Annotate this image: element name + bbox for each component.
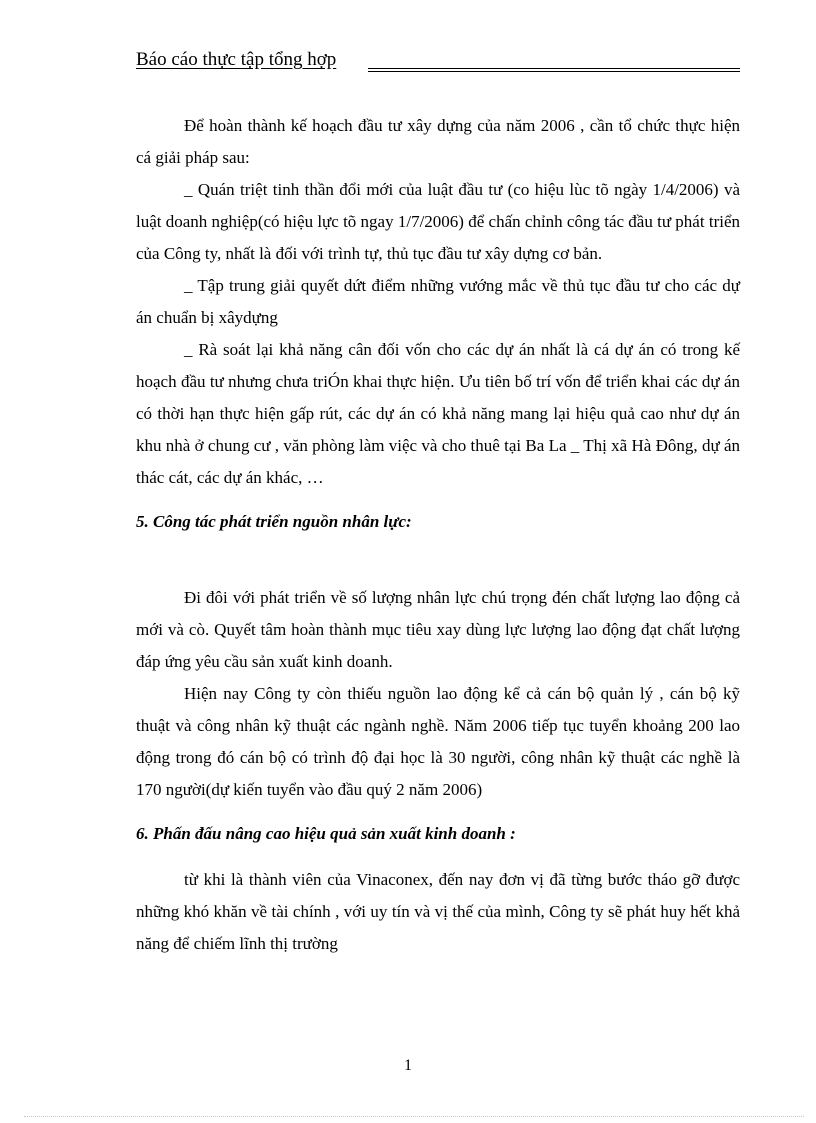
spacer — [136, 850, 740, 864]
paragraph-bullet-1: _ Quán triệt tinh thần đổi mới của luật đầu tư (co hiệu lùc tõ ngày 1/4/2006) và luật doanh nghiệp(có hiệu lực tõ ngay 1/7/2006) để chấn chỉnh công tác đầu tư phát triển của Công ty, nhất là đối với trình tự, thủ tục đầu tư xây dựng cơ bản. — [136, 180, 740, 263]
section-6-paragraph-1: từ khi là thành viên của Vinaconex, đến nay đơn vị đã từng bước tháo gỡ được những khó khăn về tài chính , với uy tín và vị thế của mình, Công ty sẽ phát huy hết khả năng để chiếm lĩnh thị trường — [136, 870, 740, 953]
spacer — [136, 806, 740, 818]
page-bottom-border — [24, 1116, 804, 1117]
section-5-heading: 5. Công tác phát triển nguồn nhân lực: — [136, 512, 412, 531]
section-5-paragraph-1: Đi đôi với phát triển về số lượng nhân lực chú trọng đén chất lượng lao động cả mới và cò. Quyết tâm hoàn thành mục tiêu xay dùng lực lượng lao động đạt chất lượng đáp ứng yêu cầu sản xuất kinh doanh. — [136, 588, 740, 671]
paragraph-bullet-2: _ Tập trung giải quyết dứt điểm những vướng mắc về thủ tục đầu tư cho các dự án chuẩn bị xâydựng — [136, 276, 740, 327]
spacer — [136, 538, 740, 582]
section-6-heading: 6. Phấn đấu nâng cao hiệu quả sản xuất kinh doanh : — [136, 824, 516, 843]
paragraph-intro: Để hoàn thành kế hoạch đầu tư xây dựng của năm 2006 , cần tổ chức thực hiện cá giải pháp sau: — [136, 116, 740, 167]
page-header — [136, 48, 740, 74]
header-rule-bottom — [368, 71, 740, 72]
header-title: Báo cáo thực tập tổng hợp — [136, 49, 337, 70]
page-number: 1 — [404, 1057, 412, 1074]
section-5-paragraph-2: Hiện nay Công ty còn thiếu nguồn lao động kể cả cán bộ quản lý , cán bộ kỹ thuật và công nhân kỹ thuật các ngành nghề. Năm 2006 tiếp tục tuyển khoảng 200 lao động trong đó cán bộ có trình độ đại học là 30 người, công nhân kỹ thuật các nghề là 170 người(dự kiến tuyển vào đầu quý 2 năm 2006) — [136, 684, 740, 799]
document-body — [136, 110, 740, 960]
paragraph-bullet-3: _ Rà soát lại khả năng cân đối vốn cho các dự án nhất là cá dự án có trong kế hoạch đầu tư nhưng chưa triÓn khai thực hiện. Ưu tiên bố trí vốn để triển khai các dự án có thời hạn thực hiện gấp rút, các dự án có khả năng mang lại hiệu quả cao như dự án khu nhà ở chung cư , văn phòng làm việc và cho thuê tại Ba La _ Thị xã Hà Đông, dự án thác cát, các dự án khác, … — [136, 340, 740, 487]
header-rule-top — [368, 68, 740, 69]
spacer — [136, 494, 740, 506]
